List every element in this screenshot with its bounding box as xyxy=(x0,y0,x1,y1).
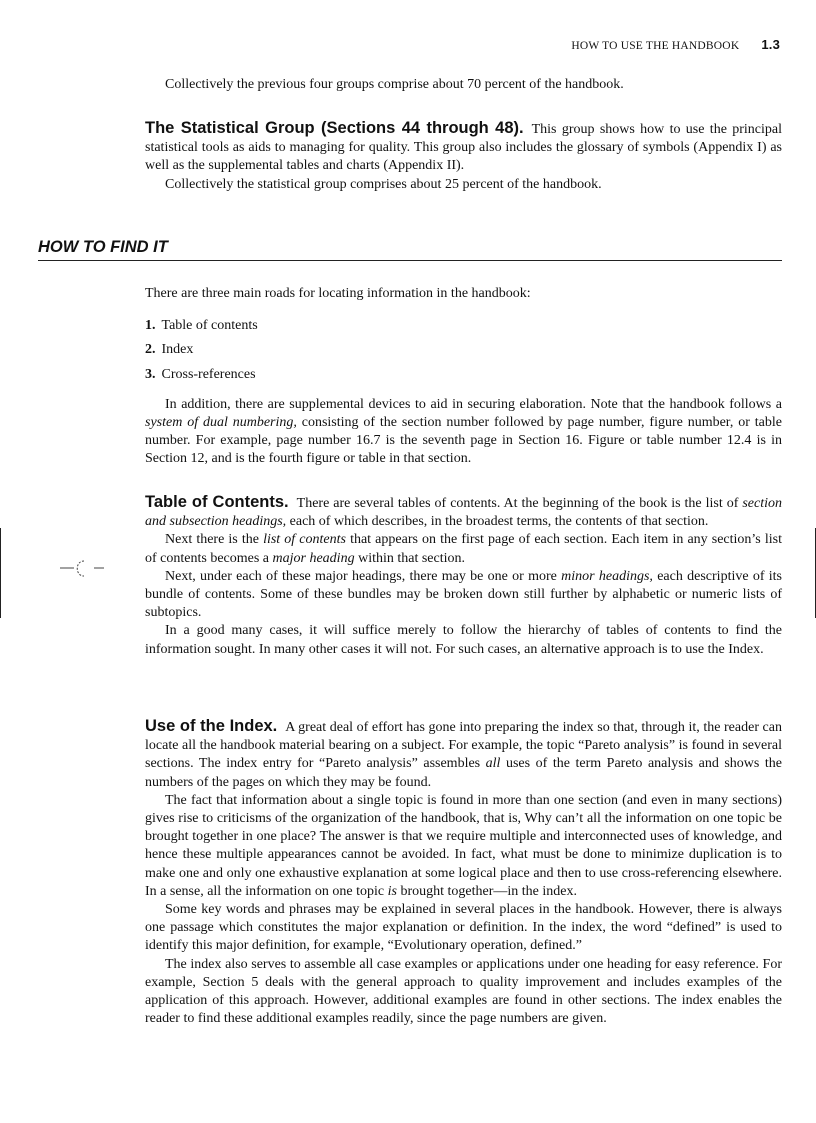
index-heading: Use of the Index. xyxy=(145,717,278,735)
table-of-contents-block xyxy=(145,493,782,659)
list-item xyxy=(145,317,782,335)
toc-paragraph-2 xyxy=(145,531,782,567)
list-item-number: 1. xyxy=(145,318,156,334)
page-number: 1.3 xyxy=(761,37,780,52)
list-item-label: Table of contents xyxy=(161,318,258,334)
index-paragraph-1 xyxy=(145,717,782,792)
dual-numbering-paragraph xyxy=(145,396,782,469)
text-run: A great deal of effort has gone into preparing the index so that, through it, the reader can locate all the handbook material bearing on a subject. For example, the topic “Pareto analysis” is found in several sections. The index entry for “Pareto analysis” assembles xyxy=(145,720,782,772)
list-item-number: 2. xyxy=(145,342,156,358)
emphasis-run: major heading xyxy=(272,550,355,566)
section-heading-how-to-find-it: HOW TO FIND IT xyxy=(38,238,782,261)
text-run: within that section. xyxy=(354,550,466,566)
statistical-paragraph-2: Collectively the statistical group comprises about 25 percent of the handbook. xyxy=(165,176,602,192)
text-run: consisting of the section number followed by page number, figure number, or table number. For example, page number 16.7 is the seventh page in Section 16. Figure or table number 12.4 is in Section 12, and is the fourth figure or table in that section. xyxy=(145,415,783,467)
toc-paragraph-1 xyxy=(145,493,782,531)
index-paragraph-2 xyxy=(145,792,782,901)
emphasis-run: section and subsection headings, xyxy=(145,496,782,530)
toc-paragraph-4: In a good many cases, it will suffice merely to follow the hierarchy of tables of contents to find the information sought. In many other cases it will not. For such cases, an alternative approach is to use the Index. xyxy=(145,623,782,657)
intro-paragraph: Collectively the previous four groups comprise about 70 percent of the handbook. xyxy=(165,77,624,92)
find-block xyxy=(145,285,782,469)
list-item xyxy=(145,341,782,359)
text-run: that appears on the first page of each section. Each item in any section’s list of contents becomes a xyxy=(145,532,782,566)
statistical-paragraph-1 xyxy=(145,119,782,176)
statistical-group-block xyxy=(145,119,782,194)
list-item-number: 3. xyxy=(145,366,156,382)
index-paragraph-4: The index also serves to assemble all case examples or applications under one heading for easy reference. For example, Section 5 deals with the general approach to quality improvement and includes examples of the application of this approach. However, additional examples are found in other sections. The index enables the reader to find these additional examples readily, since the page numbers are given. xyxy=(145,956,782,1027)
text-run: In addition, there are supplemental devices to aid in securing elaboration. Note that the handbook follows a xyxy=(165,396,782,412)
list-item-label: Index xyxy=(161,342,194,358)
text-run: each of which describes, in the broadest terms, the contents of that section. xyxy=(286,514,709,530)
emphasis-run: system of dual numbering, xyxy=(145,415,297,431)
running-head-title: HOW TO USE THE HANDBOOK xyxy=(571,40,740,52)
find-lead: There are three main roads for locating information in the handbook: xyxy=(145,286,531,301)
text-run: each descriptive of its bundle of contents. Some of these bundles may be broken down still further by alphabetic or numeric lists of subtopics. xyxy=(145,568,783,621)
emphasis-run: all xyxy=(485,756,501,772)
list-item-label: Cross-references xyxy=(161,366,256,382)
statistical-text: This group shows how to use the principal statistical tools as aids to managing for quality. This group also includes the glossary of symbols (Appendix I) as well as the supplemental tables and charts (Appendix II). xyxy=(145,122,782,174)
text-run: There are several tables of contents. At the beginning of the book is the list of xyxy=(296,496,743,511)
emphasis-run: minor headings, xyxy=(561,568,653,584)
toc-heading: Table of Contents. xyxy=(145,493,289,511)
index-paragraph-3: Some key words and phrases may be explained in several places in the handbook. However, there is always one passage which constitutes the major explanation or definition. In the index, the word “defined” is used to identify this major definition, for example, “Evolutionary operation, defined.” xyxy=(145,902,782,954)
text-run: Next there is the xyxy=(165,532,264,548)
emphasis-run: list of contents xyxy=(263,532,346,548)
text-run: brought together—in the index. xyxy=(396,883,577,899)
list-item xyxy=(145,366,782,384)
text-run: Next, under each of these major headings, there may be one or more xyxy=(165,568,562,584)
left-margin-rule xyxy=(0,528,1,618)
use-of-index-block xyxy=(145,717,782,1028)
text-run: uses of the term Pareto analysis and shows the numbers of the pages on which they may be found. xyxy=(145,756,783,790)
intro-block xyxy=(145,76,782,94)
registration-mark-icon xyxy=(60,557,106,581)
emphasis-run: is xyxy=(387,883,397,899)
running-head xyxy=(571,37,780,52)
statistical-heading: The Statistical Group (Sections 44 through 48). xyxy=(145,119,524,137)
toc-paragraph-3 xyxy=(145,568,782,623)
text-run: The fact that information about a single topic is found in more than one section (and even in many sections) gives rise to criticisms of the organization of the handbook, that is, Why can’t all the information on one topic be brought together in one place? The answer is that we require multiple and interconnected uses of knowledge, and hence these multiple appearances cannot be avoided. In fact, what must be done to minimize duplication is to make one and only one exhaustive explanation at some logical place and then to use cross-referencing elsewhere. In a sense, all the information on one topic xyxy=(145,792,782,899)
roads-list xyxy=(145,317,782,384)
